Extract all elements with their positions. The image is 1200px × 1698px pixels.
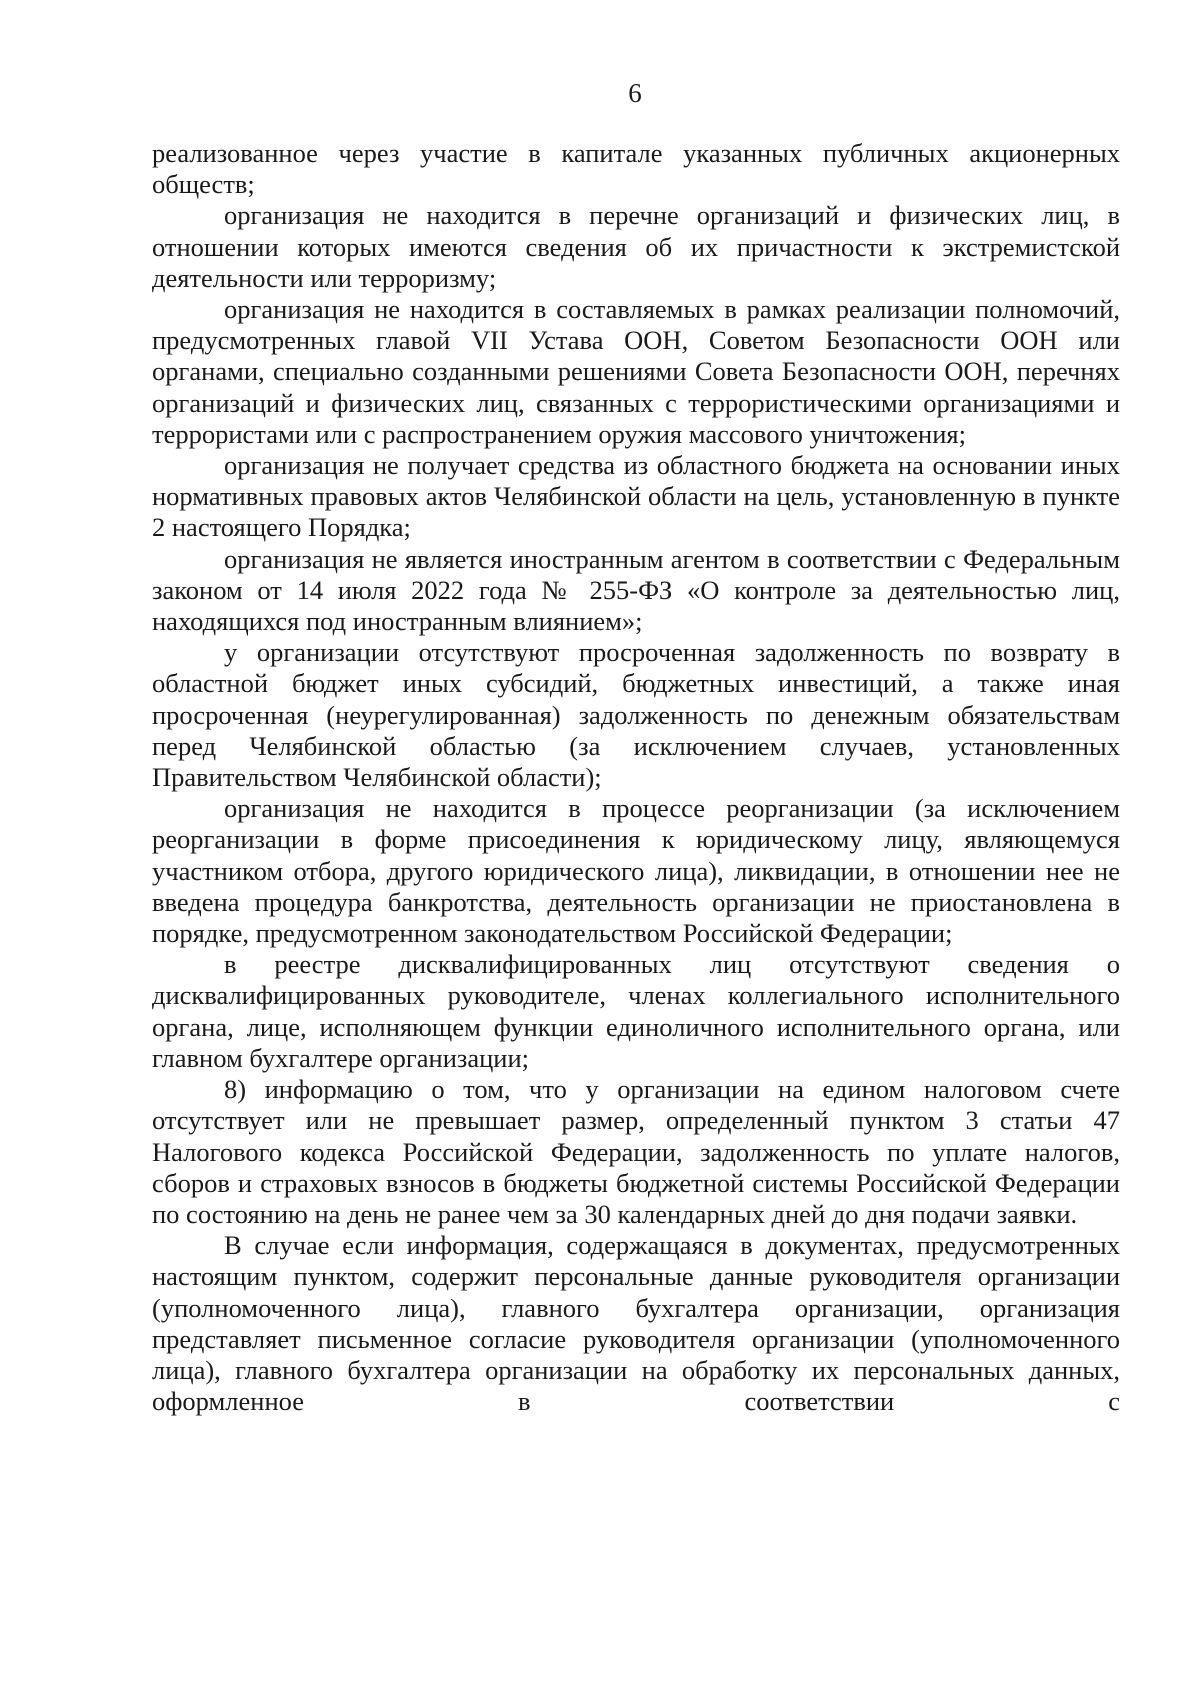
paragraph-un-lists: организация не находится в составляемых в рамках реализации полномочий, предусмотренных главой VII Устава ООН, Советом Безопасности ООН или органами, специально созданными решениями Совета Безопасности ООН, перечнях организаций и физических лиц, связанных с террористическими организациями и террористами или с распространением оружия массового уничтожения; <box>152 294 1120 449</box>
paragraph-continuation: реализованное через участие в капитале указанных публичных акционерных обществ; <box>152 138 1120 200</box>
paragraph-tax-account: 8) информацию о том, что у организации на едином налоговом счете отсутствует или не превышает размер, определенный пунктом 3 статьи 47 Налогового кодекса Российской Федерации, задолженность по уплате налогов, сборов и страховых взносов в бюджеты бюджетной системы Российской Федерации по состоянию на день не ранее чем за 30 календарных дней до дня подачи заявки. <box>152 1074 1120 1229</box>
paragraph-reorganization: организация не находится в процессе реорганизации (за исключением реорганизации в форме присоединения к юридическому лицу, являющемуся участником отбора, другого юридического лица), ликвидации, в отношении нее не введена процедура банкротства, деятельность организации не приостановлена в порядке, предусмотренном законодательством Российской Федерации; <box>152 793 1120 949</box>
document-body <box>152 138 1120 1417</box>
paragraph-personal-data: В случае если информация, содержащаяся в документах, предусмотренных настоящим пунктом, содержит персональные данные руководителя организации (уполномоченного лица), главного бухгалтера организации, организация представляет письменное согласие руководителя организации (уполномоченного лица), главного бухгалтера организации на обработку их персональных данных, оформленное в соответствии с <box>152 1230 1120 1417</box>
paragraph-budget-funds: организация не получает средства из областного бюджета на основании иных нормативных правовых актов Челябинской области на цель, установленную в пункте 2 настоящего Порядка; <box>152 450 1120 543</box>
paragraph-foreign-agent: организация не является иностранным агентом в соответствии с Федеральным законом от 14 июля 2022 года № 255-ФЗ «О контроле за деятельностью лиц, находящихся под иностранным влиянием»; <box>152 543 1120 637</box>
paragraph-disqualified-registry: в реестре дисквалифицированных лиц отсутствуют сведения о дисквалифицированных руководителе, членах коллегиального исполнительного органа, лице, исполняющем функции единоличного исполнительного органа, или главном бухгалтере организации; <box>152 949 1120 1073</box>
page-number: 6 <box>628 78 642 108</box>
paragraph-extremism-list: организация не находится в перечне организаций и физических лиц, в отношении которых имеются сведения об их причастности к экстремистской деятельности или терроризму; <box>152 200 1120 293</box>
paragraph-overdue-debt: у организации отсутствуют просроченная задолженность по возврату в областной бюджет иных субсидий, бюджетных инвестиций, а также иная просроченная (неурегулированная) задолженность по денежным обязательствам перед Челябинской областью (за исключением случаев, установленных Правительством Челябинской области); <box>152 637 1120 793</box>
